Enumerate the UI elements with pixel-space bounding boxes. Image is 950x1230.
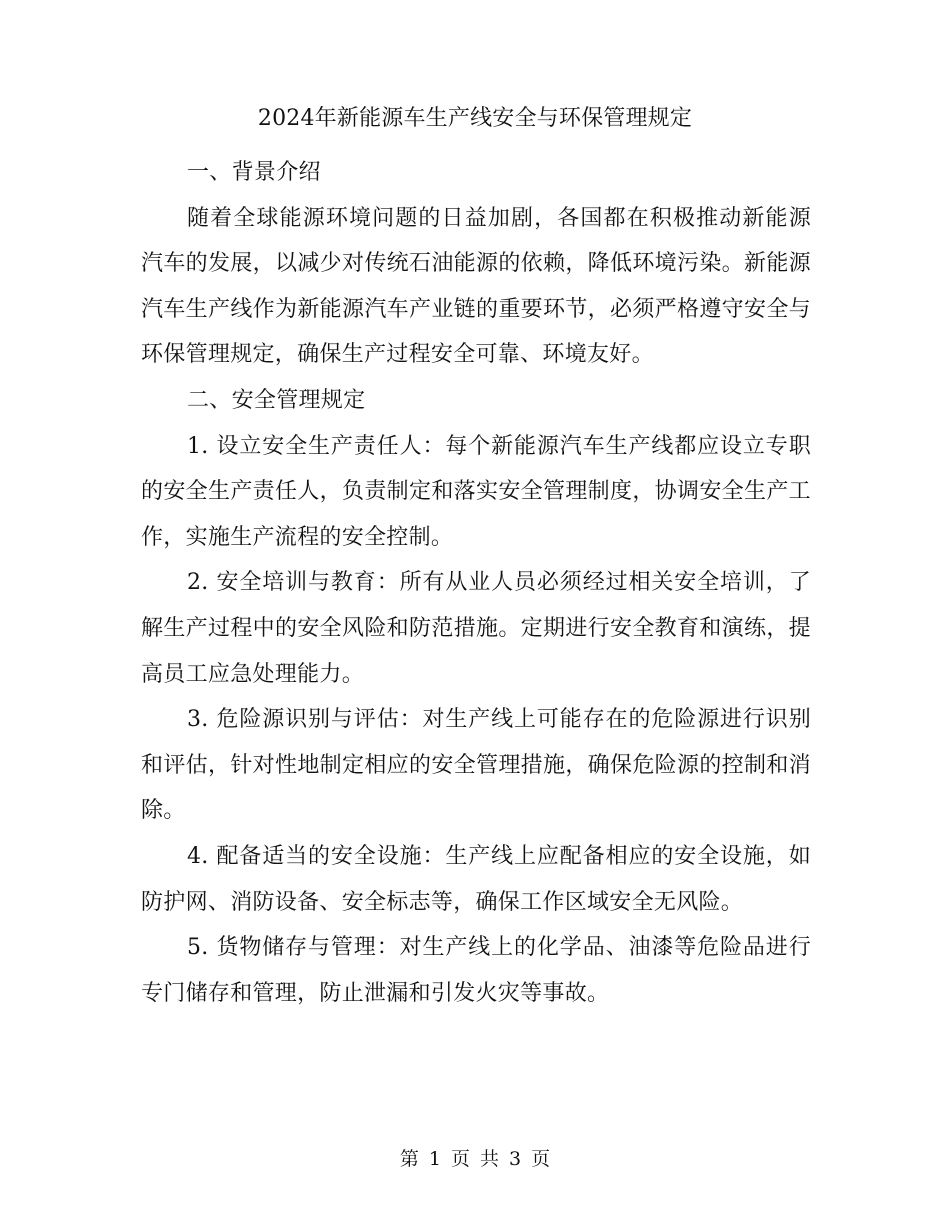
section-heading-background: 一、背景介绍 [187,160,321,185]
safety-item-5: 5. 货物储存与管理：对生产线上的化学品、油漆等危险品进行专门储存和管理，防止泄漏和引发火灾等事故。 [141,935,811,1006]
paragraph-background: 随着全球能源环境问题的日益加剧，各国都在积极推动新能源汽车的发展，以减少对传统石油能源的依赖，降低环境污染。新能源汽车生产线作为新能源汽车产业链的重要环节，必须严格遵守安全与环保管理规定，确保生产过程安全可靠、环境友好。 [141,205,811,368]
safety-item-3: 3. 危险源识别与评估：对生产线上可能存在的危险源进行识别和评估，针对性地制定相应的安全管理措施，确保危险源的控制和消除。 [141,707,811,824]
section-heading-safety: 二、安全管理规定 [187,387,366,413]
document-body [141,150,811,1016]
document-title: 2024年新能源车生产线安全与环保管理规定 [257,106,693,131]
safety-item-2: 2. 安全培训与教育：所有从业人员必须经过相关安全培训，了解生产过程中的安全风险和防范措施。定期进行安全教育和演练，提高员工应急处理能力。 [141,570,811,687]
page-number-footer: 第 1 页 共 3 页 [399,1148,551,1170]
safety-item-4: 4. 配备适当的安全设施：生产线上应配备相应的安全设施，如防护网、消防设备、安全标志等，确保工作区域安全无风险。 [141,843,811,915]
safety-item-1: 1. 设立安全生产责任人：每个新能源汽车生产线都应设立专职的安全生产责任人，负责制定和落实安全管理制度，协调安全生产工作，实施生产流程的安全控制。 [141,433,811,550]
